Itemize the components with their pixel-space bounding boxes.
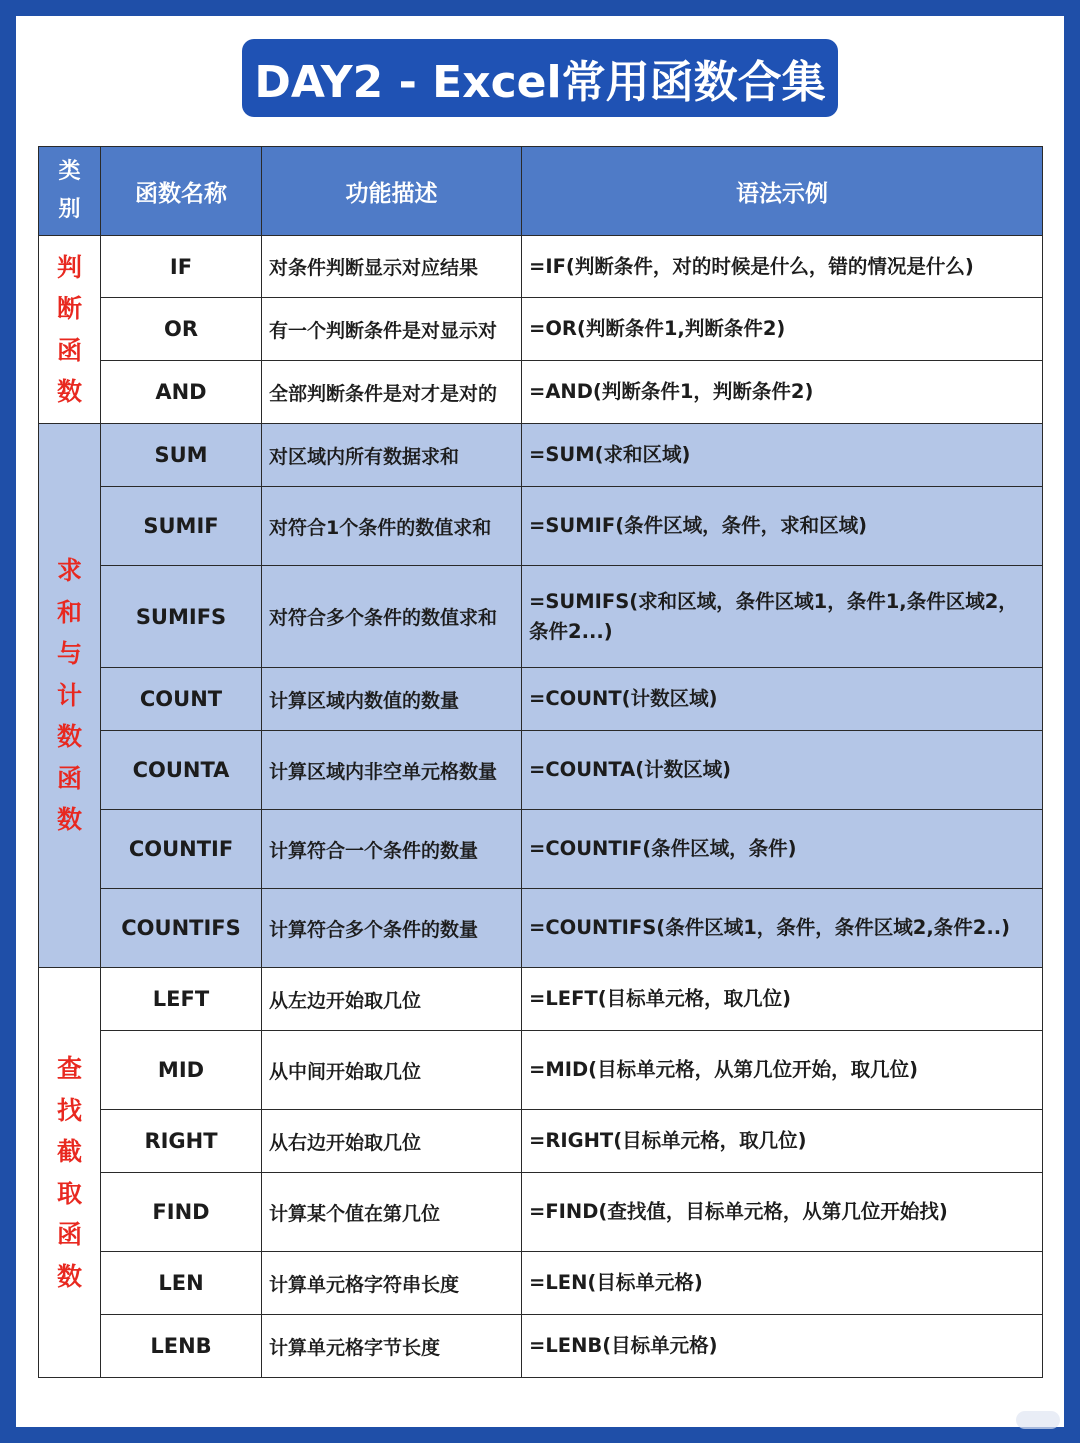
description-cell: 计算符合多个条件的数量	[262, 889, 522, 968]
category-char: 与	[56, 639, 82, 669]
description-cell: 计算符合一个条件的数量	[262, 810, 522, 889]
page-title: DAY2 - Excel常用函数合集	[242, 39, 838, 117]
category-char: 函	[56, 763, 82, 793]
table-row	[39, 487, 1043, 566]
function-name-cell: SUMIFS	[101, 566, 262, 668]
header-description: 功能描述	[262, 147, 522, 236]
table-row	[39, 424, 1043, 487]
category-char: 求	[56, 556, 82, 586]
category-char: 找	[56, 1095, 82, 1125]
table-row	[39, 731, 1043, 810]
function-name-cell: FIND	[101, 1173, 262, 1252]
function-name-cell: OR	[101, 298, 262, 361]
table-row	[39, 361, 1043, 424]
syntax-cell: =COUNTA(计数区域)	[522, 731, 1043, 810]
syntax-cell: =LEN(目标单元格)	[522, 1252, 1043, 1315]
table-row	[39, 810, 1043, 889]
table-row	[39, 668, 1043, 731]
category-char: 数	[56, 805, 82, 835]
category-char: 函	[56, 1220, 82, 1249]
category-char: 断	[56, 294, 82, 323]
table-row	[39, 1315, 1043, 1378]
syntax-cell: =COUNTIFS(条件区域1，条件，条件区域2,条件2..)	[522, 889, 1043, 968]
table-row	[39, 566, 1043, 668]
syntax-cell: =SUM(求和区域)	[522, 424, 1043, 487]
table-row	[39, 968, 1043, 1031]
category-char: 函	[56, 335, 82, 365]
function-name-cell: LEN	[101, 1252, 262, 1315]
category-char: 计	[56, 680, 82, 710]
table-row	[39, 1110, 1043, 1173]
function-name-cell: LEFT	[101, 968, 262, 1031]
syntax-cell: =LEFT(目标单元格，取几位)	[522, 968, 1043, 1031]
function-name-cell: IF	[101, 236, 262, 298]
header-function-name: 函数名称	[101, 147, 262, 236]
description-cell: 有一个判断条件是对显示对	[262, 298, 522, 361]
category-cell	[39, 236, 101, 424]
category-char: 数	[56, 722, 82, 752]
function-name-cell: COUNTIF	[101, 810, 262, 889]
table-row	[39, 298, 1043, 361]
category-char: 数	[56, 1261, 82, 1291]
table-row	[39, 236, 1043, 298]
description-cell: 从右边开始取几位	[262, 1110, 522, 1173]
function-name-cell: COUNTA	[101, 731, 262, 810]
syntax-cell: =COUNT(计数区域)	[522, 668, 1043, 731]
functions-table	[38, 146, 1043, 1378]
syntax-cell: =RIGHT(目标单元格，取几位)	[522, 1110, 1043, 1173]
description-cell: 全部判断条件是对才是对的	[262, 361, 522, 424]
table-row	[39, 889, 1043, 968]
description-cell: 计算某个值在第几位	[262, 1173, 522, 1252]
function-name-cell: COUNTIFS	[101, 889, 262, 968]
function-name-cell: SUM	[101, 424, 262, 487]
syntax-cell: =IF(判断条件，对的时候是什么，错的情况是什么)	[522, 236, 1043, 298]
syntax-cell: =LENB(目标单元格)	[522, 1315, 1043, 1378]
header-category-char: 别	[58, 197, 81, 222]
function-name-cell: LENB	[101, 1315, 262, 1378]
function-name-cell: COUNT	[101, 668, 262, 731]
table-row	[39, 1173, 1043, 1252]
function-name-cell: MID	[101, 1031, 262, 1110]
category-char: 查	[56, 1054, 82, 1083]
description-cell: 计算单元格字符串长度	[262, 1252, 522, 1315]
description-cell: 从中间开始取几位	[262, 1031, 522, 1110]
function-name-cell: SUMIF	[101, 487, 262, 566]
header-row	[39, 147, 1043, 236]
description-cell: 计算区域内非空单元格数量	[262, 731, 522, 810]
category-char: 数	[56, 377, 82, 406]
header-syntax: 语法示例	[522, 147, 1043, 236]
header-category	[39, 147, 101, 236]
syntax-cell: =FIND(查找值，目标单元格，从第几位开始找)	[522, 1173, 1043, 1252]
syntax-cell: =AND(判断条件1，判断条件2)	[522, 361, 1043, 424]
header-category-char: 类	[58, 159, 81, 184]
syntax-cell: =SUMIF(条件区域，条件，求和区域)	[522, 487, 1043, 566]
watermark	[1016, 1411, 1060, 1429]
description-cell: 对符合1个条件的数值求和	[262, 487, 522, 566]
syntax-cell: =OR(判断条件1,判断条件2)	[522, 298, 1043, 361]
category-cell	[39, 424, 101, 968]
description-cell: 计算单元格字节长度	[262, 1315, 522, 1378]
table-row	[39, 1031, 1043, 1110]
description-cell: 对区域内所有数据求和	[262, 424, 522, 487]
category-char: 取	[56, 1178, 82, 1208]
syntax-cell: =MID(目标单元格，从第几位开始，取几位)	[522, 1031, 1043, 1110]
category-char: 和	[56, 597, 82, 627]
syntax-cell: =COUNTIF(条件区域，条件)	[522, 810, 1043, 889]
function-name-cell: AND	[101, 361, 262, 424]
description-cell: 从左边开始取几位	[262, 968, 522, 1031]
category-cell	[39, 968, 101, 1378]
category-char: 截	[56, 1137, 82, 1166]
syntax-cell: =SUMIFS(求和区域，条件区域1，条件1,条件区域2，条件2...)	[522, 566, 1043, 668]
description-cell: 计算区域内数值的数量	[262, 668, 522, 731]
function-name-cell: RIGHT	[101, 1110, 262, 1173]
category-char: 判	[56, 252, 82, 282]
table-row	[39, 1252, 1043, 1315]
description-cell: 对条件判断显示对应结果	[262, 236, 522, 298]
description-cell: 对符合多个条件的数值求和	[262, 566, 522, 668]
